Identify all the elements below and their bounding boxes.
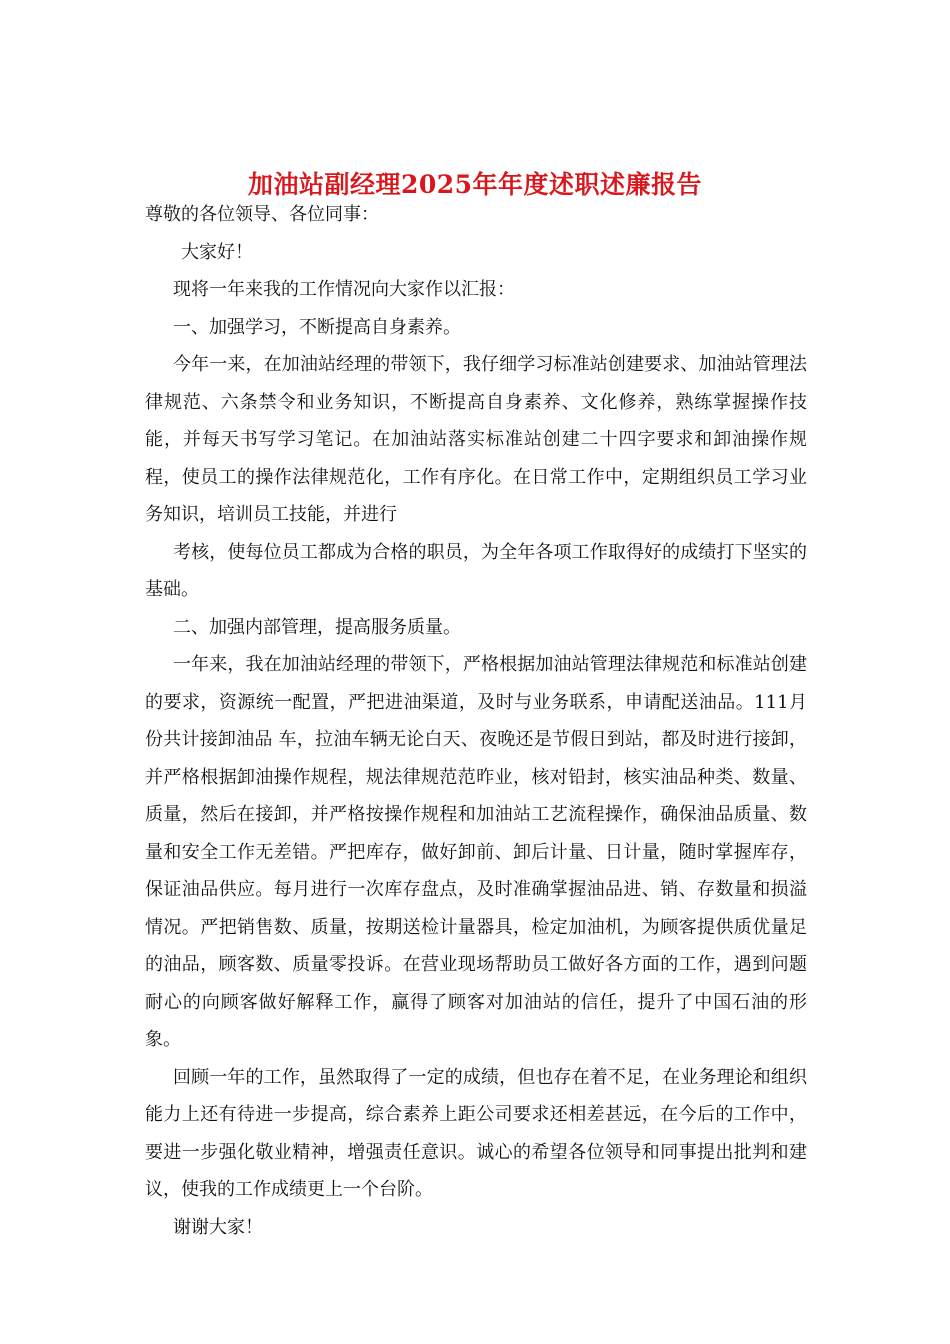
section1-paragraph-1: 今年一来，在加油站经理的带领下，我仔细学习标准站创建要求、加油站管理法律规范、六条禁令和业务知识，不断提高自身素养、文化修养，熟练掌握操作技能，并每天书写学习笔记。在加油站落实标准站创建二十四字要求和卸油操作规程，使员工的操作法律规范化，工作有序化。在日常工作中，定期组织员工学习业务知识，培训员工技能，并进行 <box>145 354 807 525</box>
section2-heading: 二、加强内部管理，提高服务质量。 <box>173 616 461 638</box>
section2-paragraph-1: 一年来，我在加油站经理的带领下，严格根据加油站管理法律规范和标准站创建的要求，资源统一配置，严把进油渠道，及时与业务联系，申请配送油品。111月份共计接卸油品 车，拉油车辆无论白天、夜晚还是节假日到站，都及时进行接卸，并严格根据卸油操作规程，规法律规范范昨业，核对铅封，核实油品种类、数量、质量，然后在接卸，并严格按操作规程和加油站工艺流程操作，确保油品质量、数量和安全工作无差错。严把库存，做好卸前、卸后计量、日计量，随时掌握库存，保证油品供应。每月进行一次库存盘点，及时准确掌握油品进、销、存数量和损溢情况。严把销售数、质量，按期送检计量器具，检定加油机，为顾客提供质优量足的油品，顾客数、质量零投诉。在营业现场帮助员工做好各方面的工作，遇到问题耐心的向顾客做好解释工作，赢得了顾客对加油站的信任，提升了中国石油的形象。 <box>145 654 807 1050</box>
document-title: 加油站副经理2025年年度述职述廉报告 <box>247 169 703 199</box>
section1-paragraph-2: 考核，使每位员工都成为合格的职员，为全年各项工作取得好的成绩打下坚实的基础。 <box>145 541 807 600</box>
review-paragraph: 回顾一年的工作，虽然取得了一定的成绩，但也存在着不足，在业务理论和组织能力上还有待进一步提高，综合素养上距公司要求还相差甚远，在今后的工作中，要进一步强化敬业精神，增强责任意识。诚心的希望各位领导和同事提出批判和建议，使我的工作成绩更上一个台阶。 <box>145 1066 807 1200</box>
greeting: 尊敬的各位领导、各位同事： <box>145 204 379 225</box>
intro-line: 现将一年来我的工作情况向大家作以汇报： <box>173 279 515 300</box>
hello-line: 大家好！ <box>181 241 253 263</box>
closing-line: 谢谢大家！ <box>173 1216 263 1238</box>
document-body <box>145 196 807 1246</box>
section1-heading: 一、加强学习，不断提高自身素养。 <box>173 316 461 338</box>
